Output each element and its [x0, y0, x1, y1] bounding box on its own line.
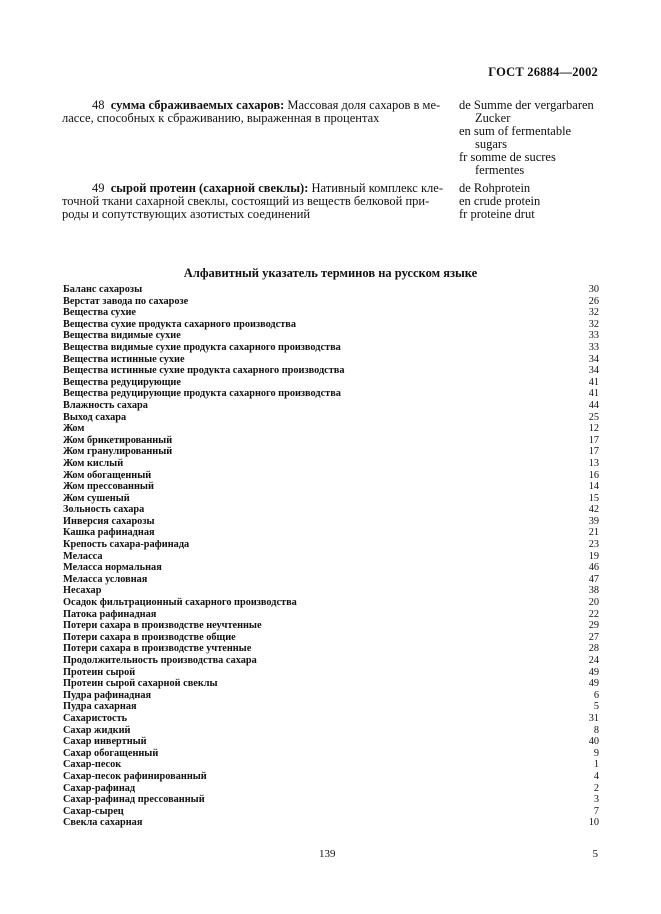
index-term: Сахар-песок рафинированный [63, 770, 207, 782]
index-term: Жом [63, 423, 85, 435]
index-term: Вещества истинные сухие продукта сахарного производства [63, 365, 345, 377]
term-name: сумма сбраживаемых сахаров: [110, 98, 285, 112]
index-page-ref: 12 [588, 423, 599, 435]
index-entry [63, 759, 599, 771]
index-page-ref: 32 [588, 318, 599, 330]
index-page-ref: 3 [593, 794, 599, 806]
standard-header: ГОСТ 26884—2002 [488, 65, 598, 79]
index-page-ref: 6 [593, 689, 599, 701]
index-term: Вещества истинные сухие [63, 353, 185, 365]
index-page-ref: 8 [593, 724, 599, 736]
index-term: Вещества сухие продукта сахарного производства [63, 318, 296, 330]
index-term: Кашка рафинадная [63, 527, 155, 539]
foreign-term: fermentes [475, 163, 525, 177]
index-term: Протеин сырой [63, 666, 136, 678]
index-page-ref: 27 [588, 631, 599, 643]
term-definition [62, 182, 444, 221]
index-page-ref: 10 [588, 817, 599, 829]
index-entry [63, 296, 599, 308]
term-text: Массовая доля сахаров в ме- [287, 98, 441, 112]
index-term: Сахар инвертный [63, 736, 147, 748]
index-entry [63, 539, 599, 551]
index-page-ref: 34 [588, 353, 599, 365]
index-entry [63, 435, 599, 447]
index-page-ref: 47 [588, 573, 599, 585]
index-entry [63, 365, 599, 377]
index-page-ref: 39 [588, 515, 599, 527]
term-definition [62, 99, 444, 125]
index-entry [63, 284, 599, 296]
foreign-equivalents [459, 182, 609, 221]
index-entry [63, 783, 599, 795]
index-entry [63, 377, 599, 389]
page-number: 139 [319, 848, 336, 860]
index-entry [63, 516, 599, 528]
index-page-ref: 20 [588, 597, 599, 609]
index-entry [63, 342, 599, 354]
index-entry [63, 806, 599, 818]
index-term: Осадок фильтрационный сахарного производства [63, 597, 297, 609]
index-term: Жом кислый [63, 457, 124, 469]
index-entry [63, 643, 599, 655]
term-text: Нативный комплекс кле- [311, 181, 444, 195]
index-term: Сахаристость [63, 712, 128, 724]
index-entry [63, 655, 599, 667]
index-term: Сахар-рафинад [63, 782, 136, 794]
term-number: 49 [92, 181, 105, 195]
index-page-ref: 23 [588, 539, 599, 551]
index-entry [63, 632, 599, 644]
index-term: Пудра рафинадная [63, 689, 152, 701]
index-page-ref: 17 [588, 434, 599, 446]
term-text: роды и сопутствующих азотистых соединений [62, 207, 311, 221]
index-entry [63, 388, 599, 400]
index-term: Баланс сахарозы [63, 284, 143, 295]
index-entry [63, 319, 599, 331]
index-entry [63, 678, 599, 690]
index-entry [63, 504, 599, 516]
index-term: Потери сахара в производстве учтенные [63, 643, 252, 655]
index-term: Потери сахара в производстве неучтенные [63, 620, 262, 632]
index-entry [63, 620, 599, 632]
index-term: Жом сушеный [63, 492, 130, 504]
index-term: Патока рафинадная [63, 608, 157, 620]
index-entry [63, 400, 599, 412]
alphabetical-index [63, 284, 599, 829]
index-term: Жом гранулированный [63, 446, 173, 458]
foreign-term: en sum of fermentable [459, 124, 572, 138]
index-page-ref: 21 [588, 527, 599, 539]
index-entry [63, 481, 599, 493]
index-term: Вещества редуцирующие [63, 376, 181, 388]
index-title: Алфавитный указатель терминов на русском языке [183, 266, 478, 280]
foreign-term: de Summe der vergarbaren [459, 98, 594, 112]
index-page-ref: 15 [588, 492, 599, 504]
index-page-ref: 5 [593, 701, 599, 713]
index-term: Сахар обогащенный [63, 747, 159, 759]
index-entry [63, 493, 599, 505]
index-term: Несахар [63, 585, 102, 597]
index-page-ref: 25 [588, 411, 599, 423]
index-page-ref: 44 [588, 399, 599, 411]
index-page-ref: 7 [593, 805, 599, 817]
index-term: Выход сахара [63, 411, 127, 423]
index-term: Сахар-сырец [63, 805, 124, 817]
index-term: Зольность сахара [63, 504, 145, 516]
term-text: точной ткани сахарной свеклы, состоящий из веществ белковой при- [62, 194, 430, 208]
index-term: Сахар-рафинад прессованный [63, 794, 205, 806]
index-entry [63, 354, 599, 366]
index-page-ref: 24 [588, 655, 599, 666]
index-term: Протеин сырой сахарной свеклы [63, 678, 218, 690]
index-entry [63, 470, 599, 482]
sheet-number: 5 [592, 848, 598, 860]
index-page-ref: 31 [588, 712, 599, 724]
index-entry [63, 527, 599, 539]
index-entry [63, 307, 599, 319]
index-page-ref: 2 [593, 782, 599, 794]
index-page-ref: 29 [588, 620, 599, 632]
index-entry [63, 597, 599, 609]
index-page-ref: 26 [588, 295, 599, 307]
index-page-ref: 49 [588, 678, 599, 690]
index-entry [63, 562, 599, 574]
index-entry [63, 574, 599, 586]
index-term: Верстат завода по сахарозе [63, 295, 189, 307]
index-page-ref: 33 [588, 330, 599, 342]
index-page-ref: 40 [588, 736, 599, 748]
index-entry [63, 713, 599, 725]
term-text: лассе, способных к сбраживанию, выраженная в процентах [62, 111, 380, 125]
index-term: Инверсия сахарозы [63, 515, 155, 527]
index-entry [63, 446, 599, 458]
index-term: Меласса условная [63, 573, 148, 585]
index-page-ref: 16 [588, 469, 599, 481]
foreign-equivalents [459, 99, 609, 177]
index-entry [63, 458, 599, 470]
index-page-ref: 19 [588, 550, 599, 562]
index-page-ref: 13 [588, 457, 599, 469]
index-term: Вещества редуцирующие продукта сахарного производства [63, 388, 341, 400]
index-entry [63, 330, 599, 342]
index-page-ref: 33 [588, 341, 599, 353]
index-term: Жом обогащенный [63, 469, 152, 481]
index-page-ref: 49 [588, 666, 599, 678]
index-term: Жом прессованный [63, 481, 154, 493]
index-entry [63, 690, 599, 702]
index-page-ref: 41 [588, 388, 599, 400]
index-term: Меласса [63, 550, 103, 562]
index-term: Вещества видимые сухие продукта сахарного производства [63, 341, 341, 353]
index-entry [63, 423, 599, 435]
foreign-term: Zucker [475, 111, 511, 125]
index-entry [63, 585, 599, 597]
index-term: Влажность сахара [63, 399, 148, 411]
index-page-ref: 9 [593, 747, 599, 759]
index-page-ref: 4 [593, 770, 599, 782]
index-term: Жом брикетированный [63, 434, 173, 446]
index-page-ref: 32 [588, 307, 599, 319]
foreign-term: sugars [475, 137, 507, 151]
foreign-term: en crude protein [459, 194, 541, 208]
index-term: Вещества видимые сухие [63, 330, 181, 342]
index-entry [63, 725, 599, 737]
index-term: Продолжительность производства сахара [63, 655, 257, 666]
index-page-ref: 38 [588, 585, 599, 597]
index-page-ref: 34 [588, 365, 599, 377]
index-page-ref: 17 [588, 446, 599, 458]
index-term: Сахар жидкий [63, 724, 131, 736]
index-entry [63, 667, 599, 679]
index-term: Меласса нормальная [63, 562, 162, 574]
index-page-ref: 28 [588, 643, 599, 655]
index-page-ref: 14 [588, 481, 599, 493]
index-term: Сахар-песок [63, 759, 122, 771]
index-term: Свекла сахарная [63, 817, 143, 829]
index-term: Пудра сахарная [63, 701, 137, 713]
index-entry [63, 412, 599, 424]
index-page-ref: 30 [588, 284, 599, 295]
term-number: 48 [92, 98, 105, 112]
foreign-term: fr proteine drut [459, 207, 535, 221]
foreign-term: de Rohprotein [459, 181, 531, 195]
foreign-term: fr somme de sucres [459, 150, 556, 164]
index-entry [63, 771, 599, 783]
index-term: Крепость сахара-рафинада [63, 539, 190, 551]
index-entry [63, 736, 599, 748]
index-term: Вещества сухие [63, 307, 136, 319]
index-entry [63, 794, 599, 806]
index-term: Потери сахара в производстве общие [63, 631, 236, 643]
index-entry [63, 748, 599, 760]
index-entry [63, 551, 599, 563]
index-page-ref: 42 [588, 504, 599, 516]
index-entry [63, 701, 599, 713]
index-entry [63, 817, 599, 829]
index-page-ref: 1 [593, 759, 599, 771]
index-entry [63, 609, 599, 621]
term-name: сырой протеин (сахарной свеклы): [110, 181, 309, 195]
index-page-ref: 41 [588, 376, 599, 388]
index-page-ref: 22 [588, 608, 599, 620]
index-page-ref: 46 [588, 562, 599, 574]
